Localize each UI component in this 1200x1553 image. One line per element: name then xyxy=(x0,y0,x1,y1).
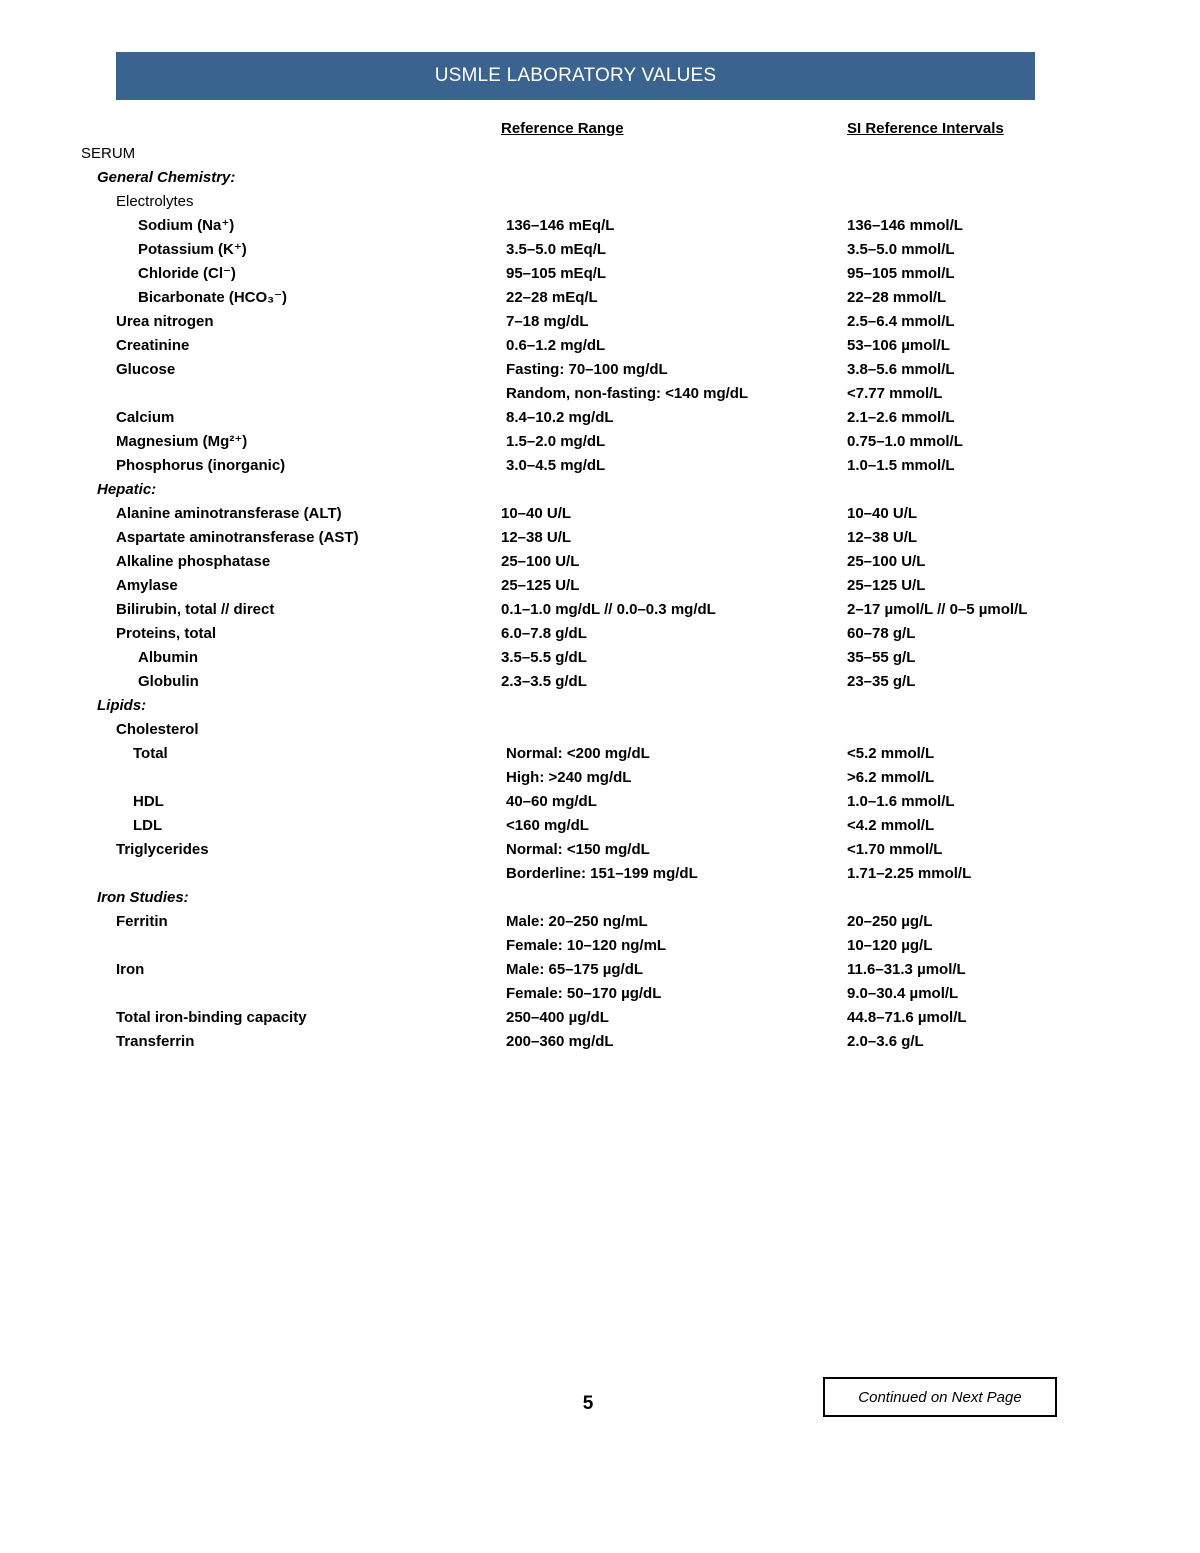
table-row-continuation xyxy=(0,934,1200,958)
test-name: Amylase xyxy=(116,577,178,594)
category-heading-iron-studies xyxy=(0,886,1200,910)
si-interval: 2.1–2.6 mmol/L xyxy=(847,409,955,426)
test-name: Iron xyxy=(116,961,145,978)
table-row xyxy=(0,550,1200,574)
test-name: Albumin xyxy=(138,649,198,666)
si-interval: 11.6–31.3 µmol/L xyxy=(847,961,966,978)
table-row xyxy=(0,358,1200,382)
reference-range: 25–125 U/L xyxy=(501,577,580,594)
page-title-banner xyxy=(116,52,1035,100)
si-interval: <4.2 mmol/L xyxy=(847,817,935,834)
si-interval: <1.70 mmol/L xyxy=(847,841,943,858)
reference-range: Male: 20–250 ng/mL xyxy=(506,913,648,930)
si-interval: 95–105 mmol/L xyxy=(847,265,955,282)
si-interval: 12–38 U/L xyxy=(847,529,918,546)
reference-range: 7–18 mg/dL xyxy=(506,313,589,330)
reference-range: 136–146 mEq/L xyxy=(506,217,615,234)
table-row xyxy=(0,526,1200,550)
si-interval: 1.71–2.25 mmol/L xyxy=(847,865,972,882)
table-row xyxy=(0,646,1200,670)
reference-range: <160 mg/dL xyxy=(506,817,589,834)
si-interval: 9.0–30.4 µmol/L xyxy=(847,985,959,1002)
reference-range: 3.0–4.5 mg/dL xyxy=(506,457,606,474)
category-label: Lipids: xyxy=(97,697,147,714)
table-row xyxy=(0,1006,1200,1030)
table-row-continuation xyxy=(0,766,1200,790)
continued-label: Continued on Next Page xyxy=(858,1388,1022,1406)
reference-range: Normal: <150 mg/dL xyxy=(506,841,650,858)
reference-range: Random, non-fasting: <140 mg/dL xyxy=(506,385,749,402)
si-interval: 1.0–1.6 mmol/L xyxy=(847,793,955,810)
table-row xyxy=(0,742,1200,766)
reference-range: 200–360 mg/dL xyxy=(506,1033,614,1050)
table-row xyxy=(0,670,1200,694)
reference-range: 1.5–2.0 mg/dL xyxy=(506,433,606,450)
table-row xyxy=(0,406,1200,430)
test-name: Sodium (Na⁺) xyxy=(138,217,235,234)
table-row xyxy=(0,910,1200,934)
reference-range: High: >240 mg/dL xyxy=(506,769,632,786)
group-label: Cholesterol xyxy=(116,721,199,738)
si-interval: 2.5–6.4 mmol/L xyxy=(847,313,955,330)
table-row xyxy=(0,430,1200,454)
test-name: Potassium (K⁺) xyxy=(138,241,247,258)
table-row xyxy=(0,622,1200,646)
table-row xyxy=(0,814,1200,838)
si-interval: 3.8–5.6 mmol/L xyxy=(847,361,955,378)
reference-range-header: Reference Range xyxy=(501,120,624,137)
reference-range: 3.5–5.0 mEq/L xyxy=(506,241,607,258)
reference-range: Fasting: 70–100 mg/dL xyxy=(506,361,668,378)
table-row-continuation xyxy=(0,382,1200,406)
table-row xyxy=(0,262,1200,286)
si-interval: 53–106 µmol/L xyxy=(847,337,950,354)
si-interval: 25–125 U/L xyxy=(847,577,926,594)
category-heading-general-chemistry xyxy=(0,166,1200,190)
continued-notice xyxy=(823,1377,1057,1417)
si-interval: 22–28 mmol/L xyxy=(847,289,947,306)
table-row-continuation xyxy=(0,982,1200,1006)
reference-range: Borderline: 151–199 mg/dL xyxy=(506,865,698,882)
table-row xyxy=(0,838,1200,862)
si-interval: <7.77 mmol/L xyxy=(847,385,943,402)
category-heading-hepatic xyxy=(0,478,1200,502)
test-name: Creatinine xyxy=(116,337,190,354)
reference-range: 6.0–7.8 g/dL xyxy=(501,625,587,642)
si-interval: 10–40 U/L xyxy=(847,505,918,522)
test-name: Phosphorus (inorganic) xyxy=(116,457,286,474)
reference-range: 22–28 mEq/L xyxy=(506,289,598,306)
table-row xyxy=(0,286,1200,310)
reference-range: 25–100 U/L xyxy=(501,553,580,570)
test-name: Ferritin xyxy=(116,913,168,930)
reference-range: 3.5–5.5 g/dL xyxy=(501,649,587,666)
si-interval: 136–146 mmol/L xyxy=(847,217,963,234)
si-interval: 2.0–3.6 g/L xyxy=(847,1033,924,1050)
test-name: LDL xyxy=(133,817,163,834)
test-name: Alanine aminotransferase (ALT) xyxy=(116,505,342,522)
page-number: 5 xyxy=(582,1393,594,1414)
test-name: Globulin xyxy=(138,673,199,690)
table-row xyxy=(0,790,1200,814)
category-label: Iron Studies: xyxy=(97,889,189,906)
reference-range: 8.4–10.2 mg/dL xyxy=(506,409,614,426)
test-name: Total iron-binding capacity xyxy=(116,1009,307,1026)
si-interval: 44.8–71.6 µmol/L xyxy=(847,1009,967,1026)
si-interval: 23–35 g/L xyxy=(847,673,916,690)
reference-range: Female: 50–170 µg/dL xyxy=(506,985,662,1002)
reference-range: 0.1–1.0 mg/dL // 0.0–0.3 mg/dL xyxy=(501,601,716,618)
table-row xyxy=(0,454,1200,478)
section-label: SERUM xyxy=(81,145,136,162)
category-label: General Chemistry: xyxy=(97,169,236,186)
group-label: Electrolytes xyxy=(116,193,194,210)
reference-range: Normal: <200 mg/dL xyxy=(506,745,650,762)
category-heading-lipids xyxy=(0,694,1200,718)
si-interval: 10–120 µg/L xyxy=(847,937,933,954)
page-title: USMLE LABORATORY VALUES xyxy=(434,65,717,86)
si-interval: 20–250 µg/L xyxy=(847,913,933,930)
test-name: Magnesium (Mg²⁺) xyxy=(116,433,248,450)
group-heading-cholesterol xyxy=(0,718,1200,742)
reference-range: 2.3–3.5 g/dL xyxy=(501,673,587,690)
test-name: Transferrin xyxy=(116,1033,195,1050)
reference-range: Male: 65–175 µg/dL xyxy=(506,961,644,978)
test-name: Calcium xyxy=(116,409,175,426)
lab-values-table xyxy=(0,142,1200,1054)
test-name: Bilirubin, total // direct xyxy=(116,601,275,618)
reference-range: 250–400 µg/dL xyxy=(506,1009,609,1026)
si-interval: 35–55 g/L xyxy=(847,649,916,666)
table-row xyxy=(0,574,1200,598)
test-name: Glucose xyxy=(116,361,176,378)
section-heading-serum xyxy=(0,142,1200,166)
si-interval: <5.2 mmol/L xyxy=(847,745,935,762)
table-row xyxy=(0,238,1200,262)
group-heading-electrolytes xyxy=(0,190,1200,214)
si-interval: >6.2 mmol/L xyxy=(847,769,935,786)
reference-range: 95–105 mEq/L xyxy=(506,265,607,282)
si-interval: 3.5–5.0 mmol/L xyxy=(847,241,955,258)
table-row xyxy=(0,502,1200,526)
reference-range: Female: 10–120 ng/mL xyxy=(506,937,667,954)
si-interval: 25–100 U/L xyxy=(847,553,926,570)
test-name: Aspartate aminotransferase (AST) xyxy=(116,529,359,546)
table-row xyxy=(0,958,1200,982)
reference-range: 40–60 mg/dL xyxy=(506,793,597,810)
test-name: Urea nitrogen xyxy=(116,313,214,330)
table-row xyxy=(0,310,1200,334)
si-interval: 60–78 g/L xyxy=(847,625,916,642)
table-row xyxy=(0,1030,1200,1054)
si-interval: 1.0–1.5 mmol/L xyxy=(847,457,955,474)
test-name: Chloride (Cl⁻) xyxy=(138,265,236,282)
table-row xyxy=(0,214,1200,238)
test-name: Proteins, total xyxy=(116,625,217,642)
si-reference-header: SI Reference Intervals xyxy=(847,120,1004,137)
test-name: Alkaline phosphatase xyxy=(116,553,271,570)
table-row xyxy=(0,334,1200,358)
test-name: Triglycerides xyxy=(116,841,209,858)
si-interval: 0.75–1.0 mmol/L xyxy=(847,433,963,450)
test-name: HDL xyxy=(133,793,164,810)
si-interval: 2–17 µmol/L // 0–5 µmol/L xyxy=(847,601,1028,618)
test-name: Total xyxy=(133,745,168,762)
test-name: Bicarbonate (HCO₃⁻) xyxy=(138,289,288,306)
table-row xyxy=(0,598,1200,622)
reference-range: 10–40 U/L xyxy=(501,505,572,522)
reference-range: 0.6–1.2 mg/dL xyxy=(506,337,606,354)
category-label: Hepatic: xyxy=(97,481,157,498)
table-row-continuation xyxy=(0,862,1200,886)
reference-range: 12–38 U/L xyxy=(501,529,572,546)
